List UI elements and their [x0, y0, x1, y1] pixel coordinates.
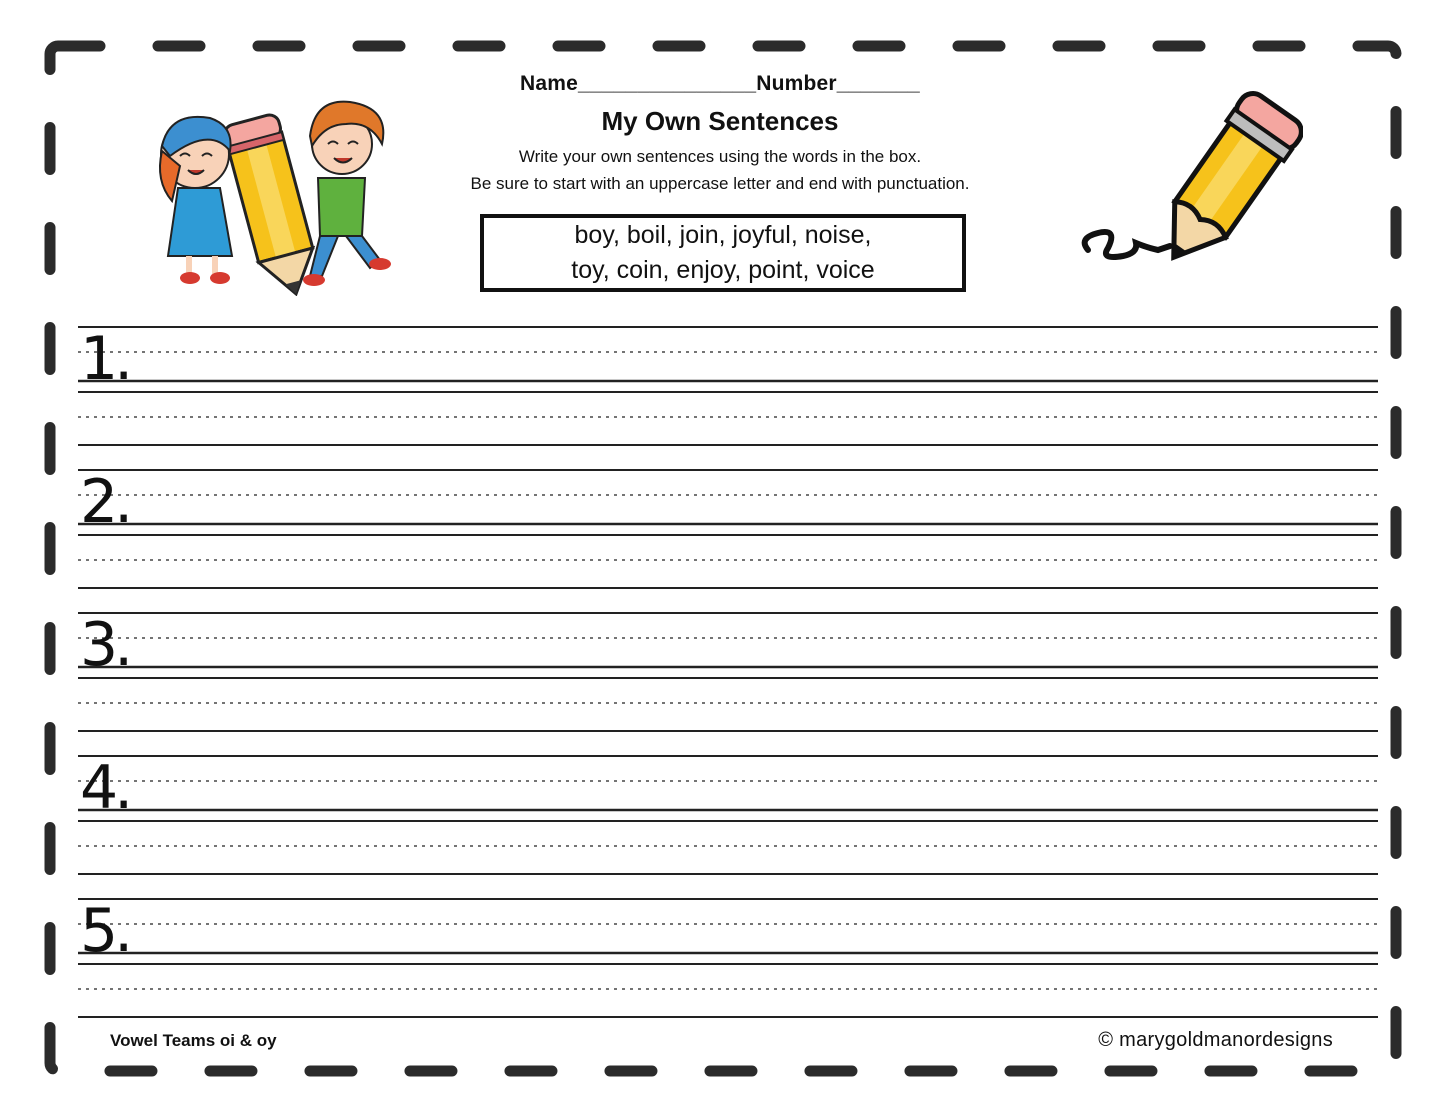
name-number-line: Name_______________Number_______ — [520, 72, 920, 95]
sentence-number-2: 2. — [80, 467, 130, 537]
instruction-line-2: Be sure to start with an uppercase letter and end with punctuation. — [470, 174, 970, 193]
instruction-line-1: Write your own sentences using the words in the box. — [518, 147, 922, 166]
sentence-number-4: 4. — [80, 753, 130, 823]
footer-topic: Vowel Teams oi & oy — [110, 1031, 277, 1050]
page-title: My Own Sentences — [601, 106, 839, 136]
word-box-line-1: boy, boil, join, joyful, noise, — [574, 221, 872, 249]
word-box-line-2: toy, coin, enjoy, point, voice — [571, 256, 875, 284]
sentence-number-3: 3. — [80, 610, 130, 680]
footer-copyright: © marygoldmanordesigns — [1098, 1029, 1333, 1051]
sentence-number-1: 1. — [80, 324, 130, 394]
sentence-number-5: 5. — [80, 896, 130, 966]
